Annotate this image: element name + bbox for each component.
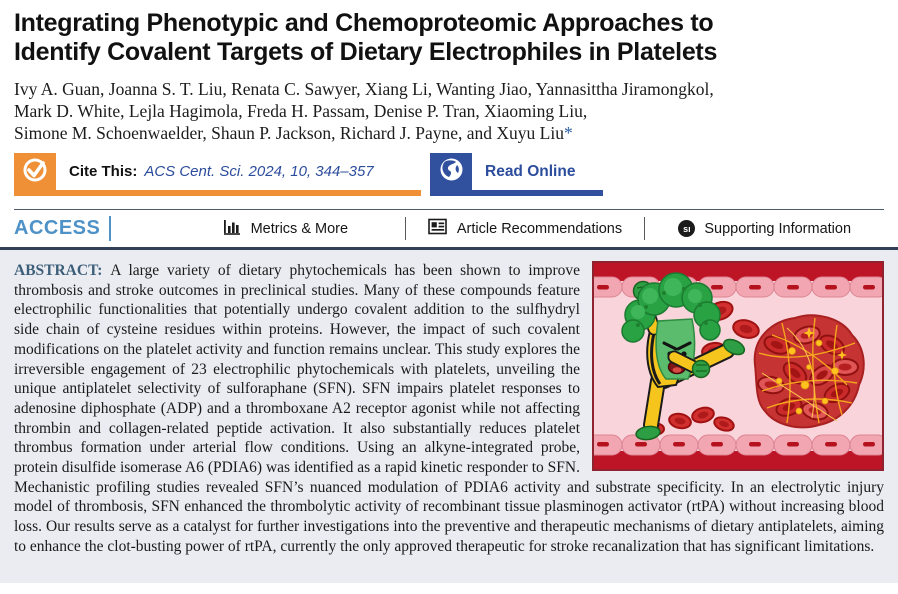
globe-icon bbox=[438, 156, 465, 188]
nav-item-supporting-information[interactable] bbox=[645, 220, 884, 237]
nav-item-metrics[interactable] bbox=[166, 218, 405, 239]
authors-line-2: Mark D. White, Lejla Hagimola, Freda H. Passam, Denise P. Tran, Xiaoming Liu, bbox=[14, 101, 588, 122]
read-online-button[interactable] bbox=[430, 153, 603, 196]
vessel-wall-bottom bbox=[594, 435, 882, 469]
cite-this-block bbox=[14, 153, 421, 196]
corresponding-author-asterisk[interactable]: * bbox=[564, 123, 573, 144]
citation-reference[interactable]: ACS Cent. Sci. 2024, 10, 344–357 bbox=[144, 163, 374, 181]
bar-chart-icon bbox=[223, 218, 242, 239]
title-line-2: Identify Covalent Targets of Dietary Electrophiles in Platelets bbox=[14, 38, 718, 66]
read-online-label: Read Online bbox=[485, 162, 576, 180]
citation-bar bbox=[14, 153, 884, 196]
nav-item-label: Metrics & More bbox=[250, 220, 349, 237]
nav-item-label: Supporting Information bbox=[704, 220, 852, 237]
author-list bbox=[14, 78, 884, 144]
access-divider bbox=[109, 216, 111, 241]
graphical-abstract-illustration bbox=[594, 263, 882, 469]
globe-badge bbox=[430, 153, 472, 190]
authors-line-1: Ivy A. Guan, Joanna S. T. Liu, Renata C. Sawyer, Xiang Li, Wanting Jiao, Yannasittha Jiramongkol, bbox=[14, 79, 714, 99]
cite-this-label: Cite This: bbox=[69, 163, 138, 181]
access-block[interactable] bbox=[14, 216, 166, 241]
abstract-text: A large variety of dietary phytochemicals has been shown to improve thrombosis and stroke outcomes in preclinical studies. Many of these compounds feature electrophilic functionalities that potentially undergo covalent addition to the sulfhydryl side chain of cysteine residues within proteins. However, the impact of such covalent modifications on the platelet activity and function remains unclear. This study explores the irreversible engagement of 23 electrophilic phytochemicals with platelets, unveiling the unique antiplatelet selectivity of sulforaphane (SFN). SFN impairs platelet responses to adenosine diphosphate (ADP) and a thromboxane A2 receptor agonist while not affecting thrombin and collagen-related peptide activation. It also substantially reduces platelet thrombus formation under arterial flow conditions. Using an alkyne-integrated probe, protein disulfide isomerase A6 (PDIA6) was identified as a rapid kinetic responder to SFN. Mechanistic profiling studies revealed SFN’s nuanced modulation of PDIA6 activity and substrate specificity. In an electrolytic injury model of thrombosis, SFN enhanced the thrombolytic activity of recombinant tissue plasminogen activator (rtPA) without increasing blood loss. Our results serve as a catalyst for further investigations into the preventive and therapeutic mechanisms of dietary antiplatelets, aiming to enhance the clot-busting power of rtPA, currently the only approved therapeutic for stroke recanalization that has significant limitations. bbox=[14, 262, 884, 555]
abstract-label: ABSTRACT: bbox=[14, 262, 103, 280]
article-icon bbox=[428, 218, 448, 239]
graphical-abstract[interactable] bbox=[592, 261, 884, 471]
article-resources-nav bbox=[0, 210, 898, 247]
abstract-section bbox=[0, 250, 898, 583]
access-label: ACCESS bbox=[14, 217, 101, 240]
si-badge-icon: sı bbox=[678, 220, 695, 237]
check-badge bbox=[14, 153, 56, 190]
nav-item-article-recommendations[interactable] bbox=[406, 218, 645, 239]
nav-item-label: Article Recommendations bbox=[456, 220, 623, 237]
front-fist bbox=[693, 361, 710, 378]
page-title bbox=[14, 9, 884, 67]
checkmark-icon bbox=[22, 156, 49, 188]
authors-line-3: Simone M. Schoenwaelder, Shaun P. Jackson, Richard J. Payne, and Xuyu Liu* bbox=[14, 123, 573, 144]
title-line-1: Integrating Phenotypic and Chemoproteomic Approaches to bbox=[14, 9, 714, 37]
